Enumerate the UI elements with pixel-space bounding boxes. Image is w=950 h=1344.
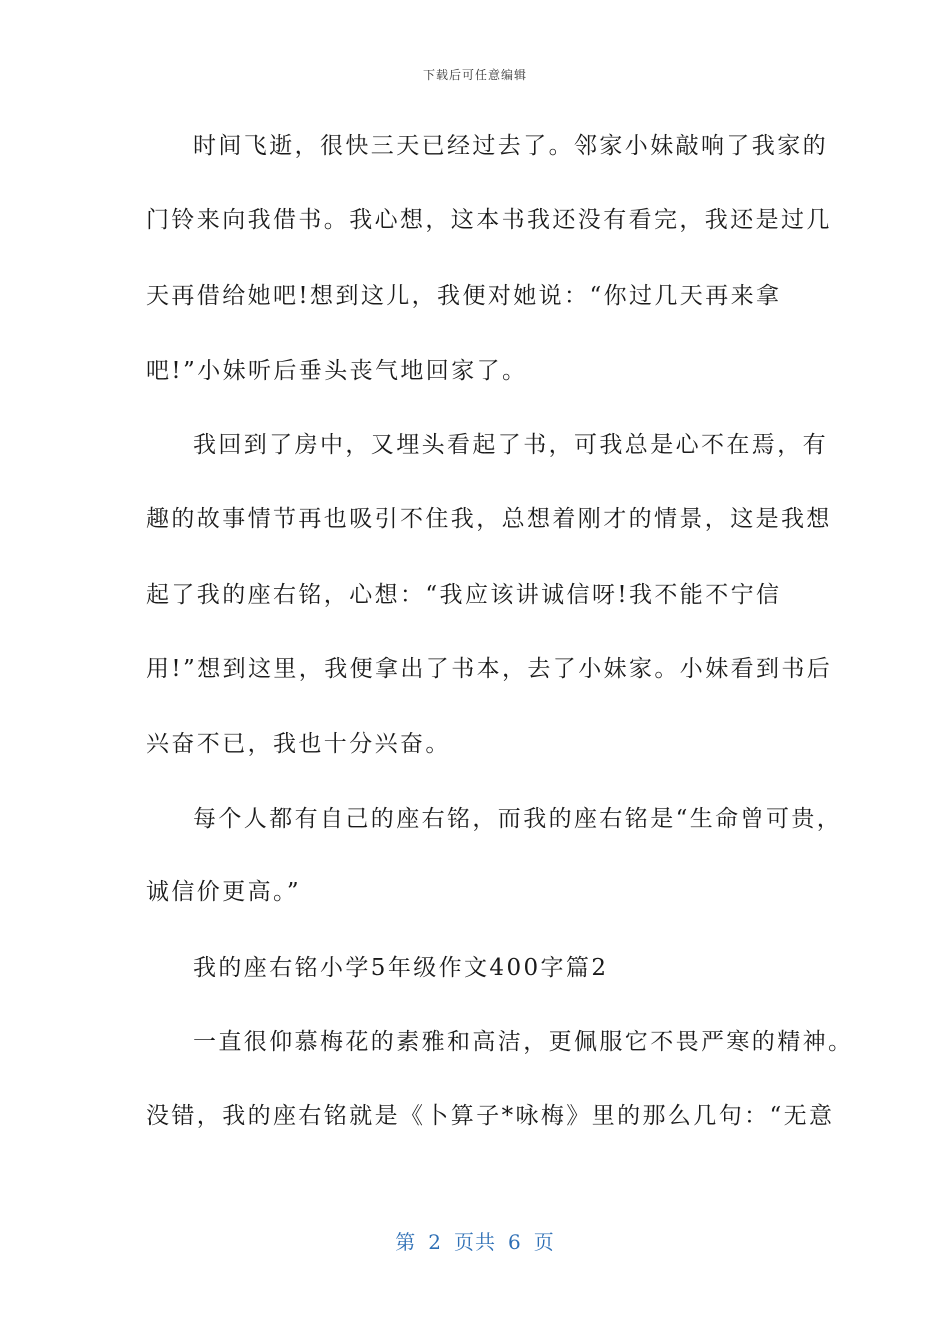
text-line-14: 没错，我的座右铭就是《卜算子*咏梅》里的那么几句：“无意 — [146, 1103, 835, 1129]
text-line-2: 门铃来向我借书。我心想，这本书我还没有看完，我还是过几 — [146, 207, 832, 233]
text-line-1: 时间飞逝，很快三天已经过去了。邻家小妹敲响了我家的 — [193, 133, 828, 159]
text-line-5: 我回到了房中，又埋头看起了书，可我总是心不在焉，有 — [193, 432, 828, 458]
text-line-13: 一直很仰慕梅花的素雅和高洁，更佩服它不畏严寒的精神。 — [193, 1029, 854, 1055]
text-line-10: 每个人都有自己的座右铭，而我的座右铭是“生命曾可贵， — [193, 806, 843, 832]
text-line-8: 用!”想到这里，我便拿出了书本，去了小妹家。小妹看到书后 — [146, 656, 833, 682]
text-line-7: 起了我的座右铭，心想：“我应该讲诚信呀!我不能不宁信 — [146, 582, 782, 608]
page-footer — [0, 1226, 950, 1255]
text-line-3: 天再借给她吧!想到这儿，我便对她说：“你过几天再来拿 — [146, 283, 782, 309]
footer-middle: 页共 — [454, 1230, 496, 1254]
text-line-4: 吧!”小妹听后垂头丧气地回家了。 — [146, 358, 528, 384]
page-header: 下载后可任意编辑 — [422, 68, 527, 82]
footer-suffix: 页 — [533, 1230, 555, 1254]
text-line-11: 诚信价更高。” — [146, 879, 302, 905]
text-line-6: 趣的故事情节再也吸引不住我，总想着刚才的情景，这是我想 — [146, 506, 832, 532]
total-page-number: 6 — [508, 1230, 522, 1254]
text-line-9: 兴奋不已，我也十分兴奋。 — [146, 731, 451, 757]
footer-prefix: 第 — [395, 1230, 417, 1254]
section-title: 我的座右铭小学5年级作文400字篇2 — [193, 955, 609, 981]
current-page-number: 2 — [428, 1230, 442, 1254]
